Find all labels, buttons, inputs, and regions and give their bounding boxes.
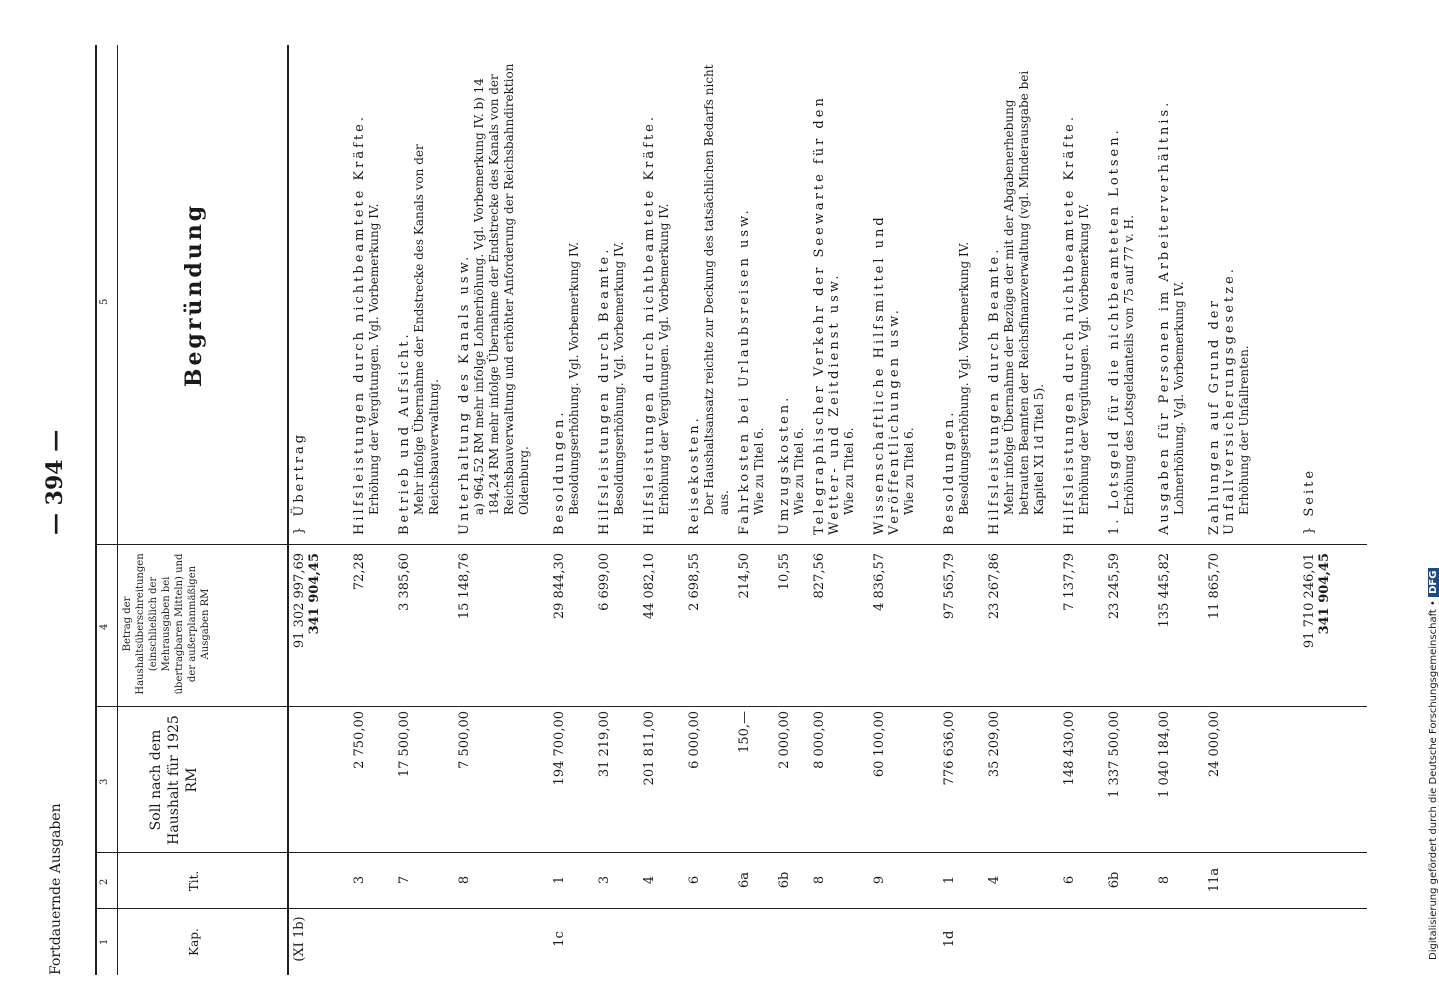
dfg-sidebar [1410, 10, 1439, 970]
row-title: Hilfsleistungen durch nichtbeamtete Kräfte. [352, 113, 367, 535]
row-title: Reisekosten. [687, 415, 702, 535]
row-note: Erhöhung der Vergütungen. Vgl. Vorbemerkung IV. [367, 203, 381, 515]
row-title: Hilfsleistungen durch Beamte. [597, 246, 612, 535]
row-begruendung [987, 55, 1047, 535]
row-kap: 1d [942, 930, 957, 948]
row-title: } Übertrag [292, 431, 307, 535]
row-title: 1. Lotsgeld für die nichtbeamteten Lotsen. [1107, 127, 1122, 535]
row-title: Betrieb und Aufsicht. [397, 331, 412, 535]
row-betrag-value: 4 836,57 [872, 553, 887, 611]
row-begruendung [457, 55, 532, 535]
sidebar-text: Digitalisierung gefördert durch die Deutsche Forschungsgemeinschaft • [1428, 600, 1439, 960]
row-tit: 9 [872, 875, 887, 885]
row-betrag-value: 10,55 [777, 553, 792, 591]
row-note: Wie zu Titel 6. [902, 427, 916, 515]
row-tit: 8 [457, 875, 472, 885]
row-betrag-value: 23 245,59 [1107, 553, 1122, 620]
row-note: Erhöhung des Lotsgeldanteils von 75 auf 77 v. H. [1122, 215, 1136, 515]
row-soll: 60 100,00 [872, 711, 887, 778]
row-note: Der Haushaltsansatz reichte zur Deckung des tatsächlichen Bedarfs nicht aus. [702, 64, 731, 515]
header-kap: Kap. [187, 928, 201, 956]
row-begruendung [642, 55, 672, 535]
row-title: Telegraphischer Verkehr der Seewarte für den Wetter- und Zeitdienst usw. [812, 95, 842, 535]
row-title: Wissenschaftliche Hilfsmittel und Veröffentlichungen usw. [872, 214, 902, 535]
row-begruendung [1062, 55, 1092, 535]
header-tit: Tit. [187, 870, 201, 892]
row-note: Erhöhung der Vergütungen. Vgl. Vorbemerkung IV. [1077, 203, 1091, 515]
row-betrag-value: 827,56 [812, 553, 827, 599]
row-betrag-value: 11 865,70 [1207, 553, 1222, 620]
row-tit: 1 [552, 875, 567, 885]
row-betrag-value: 3 385,60 [397, 553, 412, 611]
row-begruendung [597, 55, 627, 535]
row-betrag-value: 23 267,86 [987, 553, 1002, 620]
row-tit: 6 [1062, 875, 1077, 885]
row-betrag-secondary: 341 904,45 [1317, 553, 1332, 635]
row-betrag-value: 7 137,79 [1062, 553, 1077, 611]
row-betrag [1157, 553, 1172, 699]
row-title: Besoldungen. [552, 409, 567, 535]
row-title: Umzugskosten. [777, 394, 792, 535]
row-betrag [1107, 553, 1122, 699]
row-betrag-value: 91 302 997,69 [292, 553, 307, 649]
row-tit: 3 [597, 875, 612, 885]
row-begruendung [737, 55, 767, 535]
row-betrag [397, 553, 412, 699]
row-soll: 150,— [737, 711, 752, 753]
row-betrag-value: 44 082,10 [642, 553, 657, 620]
header-left: Fortdauernde Ausgaben [48, 803, 64, 975]
row-betrag [597, 553, 612, 699]
row-note: Besoldungserhöhung. Vgl. Vorbemerkung IV. [612, 241, 626, 515]
row-note: Mehr infolge Übernahme der Bezüge der mit der Abgabenerhebung betrauten Beamten der Reichsfinanzverwaltung (vgl. Minderausgabe bei Kapitel XI 1d Titel 5). [1002, 70, 1046, 515]
row-betrag [1207, 553, 1222, 699]
row-note: Wie zu Titel 6. [752, 427, 766, 515]
row-soll: 8 000,00 [812, 711, 827, 769]
row-title: Zahlungen auf Grund der Unfallversicherungsgesetze. [1207, 266, 1237, 535]
row-betrag [812, 553, 827, 699]
row-betrag [1302, 553, 1332, 699]
row-kap: 1c [552, 931, 567, 947]
row-tit: 4 [642, 875, 657, 885]
row-begruendung [872, 55, 917, 535]
row-betrag-secondary: 341 904,45 [307, 553, 322, 635]
row-title: Fahrkosten bei Urlaubsreisen usw. [737, 207, 752, 535]
row-note: Wie zu Titel 6. [792, 427, 806, 515]
row-betrag-value: 6 699,00 [597, 553, 612, 611]
page-header [40, 45, 80, 975]
col-num-3: 3 [99, 778, 110, 785]
row-begruendung [352, 55, 382, 535]
row-betrag [942, 553, 957, 699]
row-begruendung [777, 55, 807, 535]
col-num-1: 1 [99, 938, 110, 945]
dfg-badge: DFG [1428, 568, 1439, 597]
row-begruendung [1157, 55, 1187, 535]
row-soll: 194 700,00 [552, 711, 567, 786]
header-betrag: Betrag der Haushaltsüberschreitungen (einschließlich der Mehrausgaben bei übertragbaren Mitteln) und der außerplanmäßigen Ausgaben RM [122, 553, 211, 695]
row-betrag [352, 553, 367, 699]
row-soll: 35 209,00 [987, 711, 1002, 778]
row-soll: 2 750,00 [352, 711, 367, 769]
row-betrag-value: 214,50 [737, 553, 752, 599]
row-soll: 17 500,00 [397, 711, 412, 778]
row-betrag-value: 2 698,55 [687, 553, 702, 611]
row-soll: 201 811,00 [642, 711, 657, 786]
row-soll: 24 000,00 [1207, 711, 1222, 778]
col-num-4: 4 [99, 623, 110, 630]
row-betrag [687, 553, 702, 699]
row-betrag [987, 553, 1002, 699]
row-tit: 1 [942, 875, 957, 885]
row-title: Hilfsleistungen durch nichtbeamtete Kräfte. [1062, 113, 1077, 535]
row-tit: 7 [397, 875, 412, 885]
row-begruendung [812, 55, 857, 535]
row-betrag-value: 97 565,79 [942, 553, 957, 620]
row-betrag-value: 135 445,82 [1157, 553, 1172, 628]
row-tit: 6 [687, 875, 702, 885]
row-betrag [642, 553, 657, 699]
row-begruendung [687, 55, 732, 535]
row-note: a) 964,52 RM mehr infolge Lohnerhöhung. Vgl. Vorbemerkung IV. b) 14 184,24 RM mehr infolge Übernahme der Endstrecke des Kanals von der Reichsbauverwaltung und erhöhter Anforderung der Reichsbahndirektion Oldenburg. [472, 63, 531, 515]
row-soll: 776 636,00 [942, 711, 957, 786]
row-betrag [737, 553, 752, 699]
row-title: Ausgaben für Personen im Arbeiterverhältnis. [1157, 99, 1172, 535]
row-soll: 6 000,00 [687, 711, 702, 769]
row-note: Mehr infolge Übernahme der Endstrecke des Kanals von der Reichsbauverwaltung. [412, 144, 441, 515]
row-tit: 8 [1157, 875, 1172, 885]
page-number: — 394 — [42, 429, 68, 535]
row-soll: 2 000,00 [777, 711, 792, 769]
row-betrag-value: 72,28 [352, 553, 367, 591]
row-kap: (XI 1b) [292, 916, 307, 962]
row-betrag [872, 553, 887, 699]
row-soll: 7 500,00 [457, 711, 472, 769]
row-betrag [457, 553, 472, 699]
col-num-2: 2 [99, 878, 110, 885]
row-betrag-value: 91 710 246,01 [1302, 553, 1317, 649]
row-note: Besoldungserhöhung. Vgl. Vorbemerkung IV. [957, 241, 971, 515]
row-begruendung [1207, 55, 1252, 535]
row-begruendung [1302, 55, 1317, 535]
row-tit: 4 [987, 875, 1002, 885]
row-title: Unterhaltung des Kanals usw. [457, 253, 472, 535]
row-betrag-value: 15 148,76 [457, 553, 472, 620]
row-tit: 6a [737, 871, 752, 889]
row-note: Besoldungserhöhung. Vgl. Vorbemerkung IV. [567, 241, 581, 515]
row-betrag-value: 29 844,30 [552, 553, 567, 620]
row-betrag [777, 553, 792, 699]
row-soll: 148 430,00 [1062, 711, 1077, 786]
row-soll: 31 219,00 [597, 711, 612, 778]
row-title: Besoldungen. [942, 409, 957, 535]
col-num-5: 5 [99, 298, 110, 305]
row-begruendung [942, 55, 972, 535]
row-begruendung [292, 55, 307, 535]
row-tit: 6b [1107, 871, 1122, 889]
row-begruendung [1107, 55, 1137, 535]
row-title: } Seite [1302, 467, 1317, 535]
row-soll: 1 040 184,00 [1157, 711, 1172, 798]
header-begruendung: Begründung [181, 202, 207, 388]
row-note: Erhöhung der Unfallrenten. [1237, 345, 1251, 515]
row-tit: 6b [777, 871, 792, 889]
row-note: Lohnerhöhung. Vgl. Vorbemerkung IV. [1172, 281, 1186, 515]
row-betrag [292, 553, 322, 699]
row-begruendung [397, 55, 442, 535]
row-betrag [552, 553, 567, 699]
row-note: Wie zu Titel 6. [842, 427, 856, 515]
row-betrag [1062, 553, 1077, 699]
row-tit: 8 [812, 875, 827, 885]
row-soll: 1 337 500,00 [1107, 711, 1122, 798]
row-tit: 11a [1207, 867, 1222, 893]
row-title: Hilfsleistungen durch nichtbeamtete Kräfte. [642, 113, 657, 535]
budget-table [95, 45, 1367, 975]
row-begruendung [552, 55, 582, 535]
row-tit: 3 [352, 875, 367, 885]
rotated-page [40, 45, 1360, 975]
header-soll: Soll nach dem Haushalt für 1925 RM [148, 715, 200, 845]
row-title: Hilfsleistungen durch Beamte. [987, 246, 1002, 535]
row-note: Erhöhung der Vergütungen. Vgl. Vorbemerkung IV. [657, 203, 671, 515]
